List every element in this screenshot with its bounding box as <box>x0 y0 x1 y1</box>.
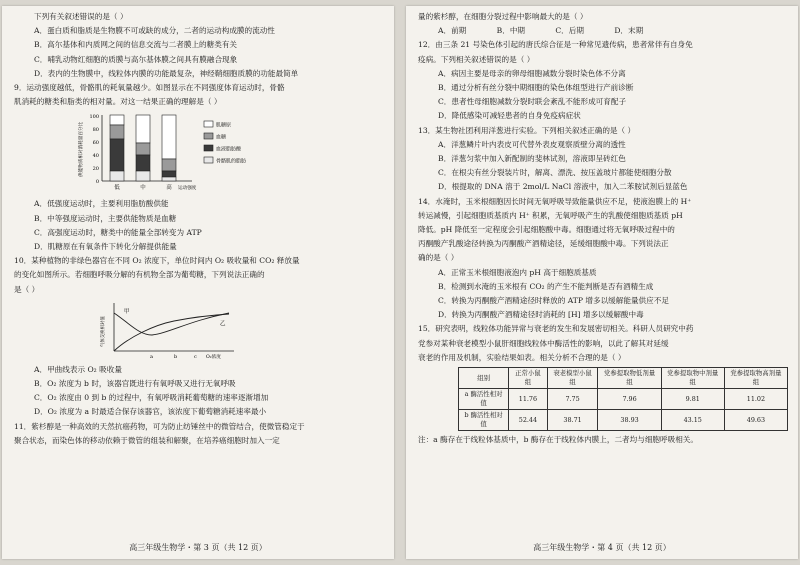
table-cell: 38.93 <box>598 410 661 431</box>
table-header-row <box>459 368 788 389</box>
q9-figure <box>74 111 384 195</box>
q10-line-3: 是（ ） <box>14 284 40 294</box>
q13-option-b: B．洋葱匀浆中加入新配制的斐林试剂，溶液即呈砖红色 <box>438 154 626 164</box>
svg-text:高: 高 <box>166 185 172 192</box>
x-tick: a <box>150 353 153 360</box>
q10-option-c: C．O₂ 浓度由 0 到 b 的过程中，有氧呼吸消耗葡萄糖的速率逐渐增加 <box>34 393 269 403</box>
q11-line-3: 量的紫杉醇，在细胞分裂过程中影响最大的是（ ） <box>418 12 588 21</box>
q14-option-b: B．检测到水淹的玉米根有 CO₂ 的产生不能判断是否有酒精生成 <box>438 281 654 291</box>
q13-option-d: D．根提取的 DNA 溶于 2mol/L NaCl 溶液中，加入二苯胺试剂后显蓝色 <box>438 182 688 192</box>
q11-line-1: 11．紫杉醇是一种高效的天然抗癌药物，可为防止纺锤丝中的微管结合，使微管稳定于 <box>14 421 305 431</box>
q10-line-1: 10．某种植物的非绿色器官在不同 O₂ 浓度下，单位时间内 O₂ 吸收量和 CO₂ 释放量 <box>14 256 300 266</box>
curve-label: 甲 <box>124 308 130 315</box>
y-tick: 0 <box>95 179 99 186</box>
curve-label: 乙 <box>220 320 226 327</box>
table-header-cell: 党参提取物低剂量组 <box>598 368 661 389</box>
q9-option-a: A．低强度运动时，主要利用脂肪酸供能 <box>34 199 169 209</box>
q12-option-c: C．患者性母细胞减数分裂时联会紊乱不能形成可育配子 <box>438 97 627 107</box>
q12-option-b: B．通过分析有丝分裂中期细胞的染色体组型进行产前诊断 <box>438 83 634 93</box>
question-intro: 下列有关叙述错误的是（ ） <box>34 12 128 21</box>
q12-line-2: 疫病。下列相关叙述错误的是（ ） <box>418 54 535 64</box>
q15-table <box>458 367 788 431</box>
option-d: D．表内的生物膜中，线粒体内膜的功能最复杂，神经鞘细胞质膜的功能最简单 <box>34 68 299 78</box>
x-axis-label: O₂浓度 <box>206 354 221 360</box>
q14-line-2: 转运减慢，引起细胞质基质内 H⁺ 积累，无氧呼吸产生的乳酸使细胞质基质 pH <box>418 210 683 220</box>
q10-option-d: D．O₂ 浓度为 a 时最适合保存该器官，该浓度下葡萄糖消耗速率最小 <box>34 407 267 417</box>
q13-option-c: C．在根尖有丝分裂装片时，解离、漂洗、按压盖玻片都能使细胞分散 <box>438 168 672 178</box>
q15-line-2: 党参对某种衰老模型小鼠肝细胞线粒体中酶活性的影响，以此了解其对延缓 <box>418 338 669 348</box>
q10-line-chart <box>94 299 254 361</box>
page-3-content <box>14 10 384 448</box>
option-c: C．哺乳动物红细胞的质膜与高尔基体膜之间具有膜融合现象 <box>34 54 238 64</box>
q14-line-5: 确的是（ ） <box>418 253 459 263</box>
table-cell: 52.44 <box>509 410 547 431</box>
y-tick: 20 <box>92 166 99 173</box>
q15-line-3: 衰老的作用及机制，实验结果如表。相关分析不合理的是（ ） <box>418 352 626 362</box>
q14-option-c: C．转换为丙酮酸产酒精途径时释放的 ATP 增多以缓解能量供应不足 <box>438 296 669 306</box>
q12-option-a: A．病因主要是母亲的卵母细胞减数分裂时染色体不分离 <box>438 68 626 78</box>
table-row <box>459 410 788 431</box>
q15-line-1: 15．研究表明，线粒体功能异常与衰老的发生和发展密切相关。科研人员研究中药 <box>418 324 694 334</box>
table-header-cell: 党参提取物高剂量组 <box>724 368 787 389</box>
table-cell: 38.71 <box>547 410 598 431</box>
q10-option-b: B．O₂ 浓度为 b 时，该器官既进行有氧呼吸又进行无氧呼吸 <box>34 379 236 389</box>
table-header-cell: 正常小鼠组 <box>509 368 547 389</box>
legend-item: 血糖 <box>216 134 227 141</box>
q13-line: 13．某生物社团利用洋葱进行实验。下列相关叙述正确的是（ ） <box>418 125 636 135</box>
table-cell: 7.75 <box>547 389 598 410</box>
table-cell: a 酶活性相对值 <box>459 389 509 410</box>
table-cell: 9.81 <box>661 389 724 410</box>
q9-stacked-bar-chart <box>74 111 304 195</box>
q14-line-3: 降低。pH 降低至一定程度会引起细胞酸中毒。细胞通过将无氧呼吸过程中的 <box>418 225 675 235</box>
svg-text:中: 中 <box>140 185 146 192</box>
q14-option-a: A．正常玉米根细胞液泡内 pH 高于细胞质基质 <box>438 267 597 277</box>
table-header-cell: 衰老模型小鼠组 <box>547 368 598 389</box>
q13-option-a: A．洋葱鳞片叶内表皮可代替外表皮观察质壁分离的透性 <box>438 139 626 149</box>
q9-option-d: D．肌糖原在有氧条件下转化分解提供能量 <box>34 242 177 252</box>
q11-options: A．前期 B．中期 C．后期 D．末期 <box>438 26 644 36</box>
q10-figure <box>94 299 384 361</box>
x-tick: c <box>194 353 197 360</box>
page-4-footer: 高三年级生物学・第 4 页（共 12 页） <box>533 543 671 552</box>
q12-line-1: 12．由三条 21 号染色体引起的唐氏综合征是一种常见遗传病，患者常伴有自身免 <box>418 40 693 50</box>
q14-line-1: 14．水淹时，玉米根细胞因长时间无氧呼吸导致能量供应不足，使液泡膜上的 H⁺ <box>418 196 692 206</box>
table-cell: 7.96 <box>598 389 661 410</box>
y-tick: 40 <box>92 153 99 160</box>
page-4-content <box>418 10 788 447</box>
table-cell: 11.76 <box>509 389 547 410</box>
svg-text:低: 低 <box>114 185 120 192</box>
legend-item: 血液脂肪酸 <box>216 146 242 153</box>
y-tick: 100 <box>89 114 99 121</box>
q10-option-a: A．甲曲线表示 O₂ 吸收量 <box>34 364 122 374</box>
page-3-footer: 高三年级生物学・第 3 页（共 12 页） <box>129 543 267 552</box>
x-tick: b <box>174 353 178 360</box>
table-cell: 49.63 <box>724 410 787 431</box>
y-tick: 80 <box>92 127 99 134</box>
x-axis-label: 运动强度 <box>178 186 197 192</box>
q9-option-c: C．高强度运动时，糖类中的能量全部转变为 ATP <box>34 227 202 237</box>
q9-option-b: B．中等强度运动时，主要供能物质是血糖 <box>34 213 177 223</box>
y-tick: 60 <box>92 140 99 147</box>
legend-item: 骨骼肌的脂肪 <box>216 158 247 165</box>
q9-line-2: 肌消耗的糖类和脂类的相对量。对这一结果正确的理解是（ ） <box>14 97 222 107</box>
y-axis-label: 气体交换相对值 <box>101 316 106 347</box>
table-cell: 11.02 <box>724 389 787 410</box>
table-row <box>459 389 788 410</box>
page-4 <box>406 6 798 559</box>
q12-option-d: D．降低感染可减轻患者的自身免疫病症状 <box>438 111 581 121</box>
q9-line-1: 9．运动强度越低，骨骼肌的耗氧量越少。如图显示在不同强度体育运动时，骨骼 <box>14 83 285 93</box>
page-3 <box>2 6 394 559</box>
q11-line-2: 聚合状态，而染色体的移动依赖于微管的组装和解聚，在培养癌细胞时加入一定 <box>14 435 280 445</box>
table-cell: 43.15 <box>661 410 724 431</box>
q15-note: 注：a 酶存在于线粒体基质中，b 酶存在于线粒体内膜上，二者均与细胞呼吸相关。 <box>418 435 698 445</box>
option-b: B．高尔基体和内质网之间的信息交流与二者膜上的糖类有关 <box>34 40 238 50</box>
q10-line-2: 的变化如图所示。若细胞呼吸分解的有机物全部为葡萄糖，下列说法正确的 <box>14 270 265 280</box>
table-header-cell: 党参提取物中剂量组 <box>661 368 724 389</box>
q14-option-d: D．转换为丙酮酸产酒精途径时消耗的 [H] 增多以缓解酸中毒 <box>438 310 644 320</box>
legend-item: 肌糖原 <box>216 122 232 129</box>
q14-line-4: 丙酮酸产乳酸途径转换为丙酮酸产酒精途径，延缓细胞酸中毒。下列说法正 <box>418 239 669 249</box>
table-header-cell: 组别 <box>459 368 509 389</box>
y-axis-label: 供能物质相对消耗量百分比 <box>79 122 84 178</box>
option-a: A．蛋白质和脂质是生物膜不可或缺的成分，二者的运动构成膜的流动性 <box>34 26 275 36</box>
table-cell: b 酶活性相对值 <box>459 410 509 431</box>
